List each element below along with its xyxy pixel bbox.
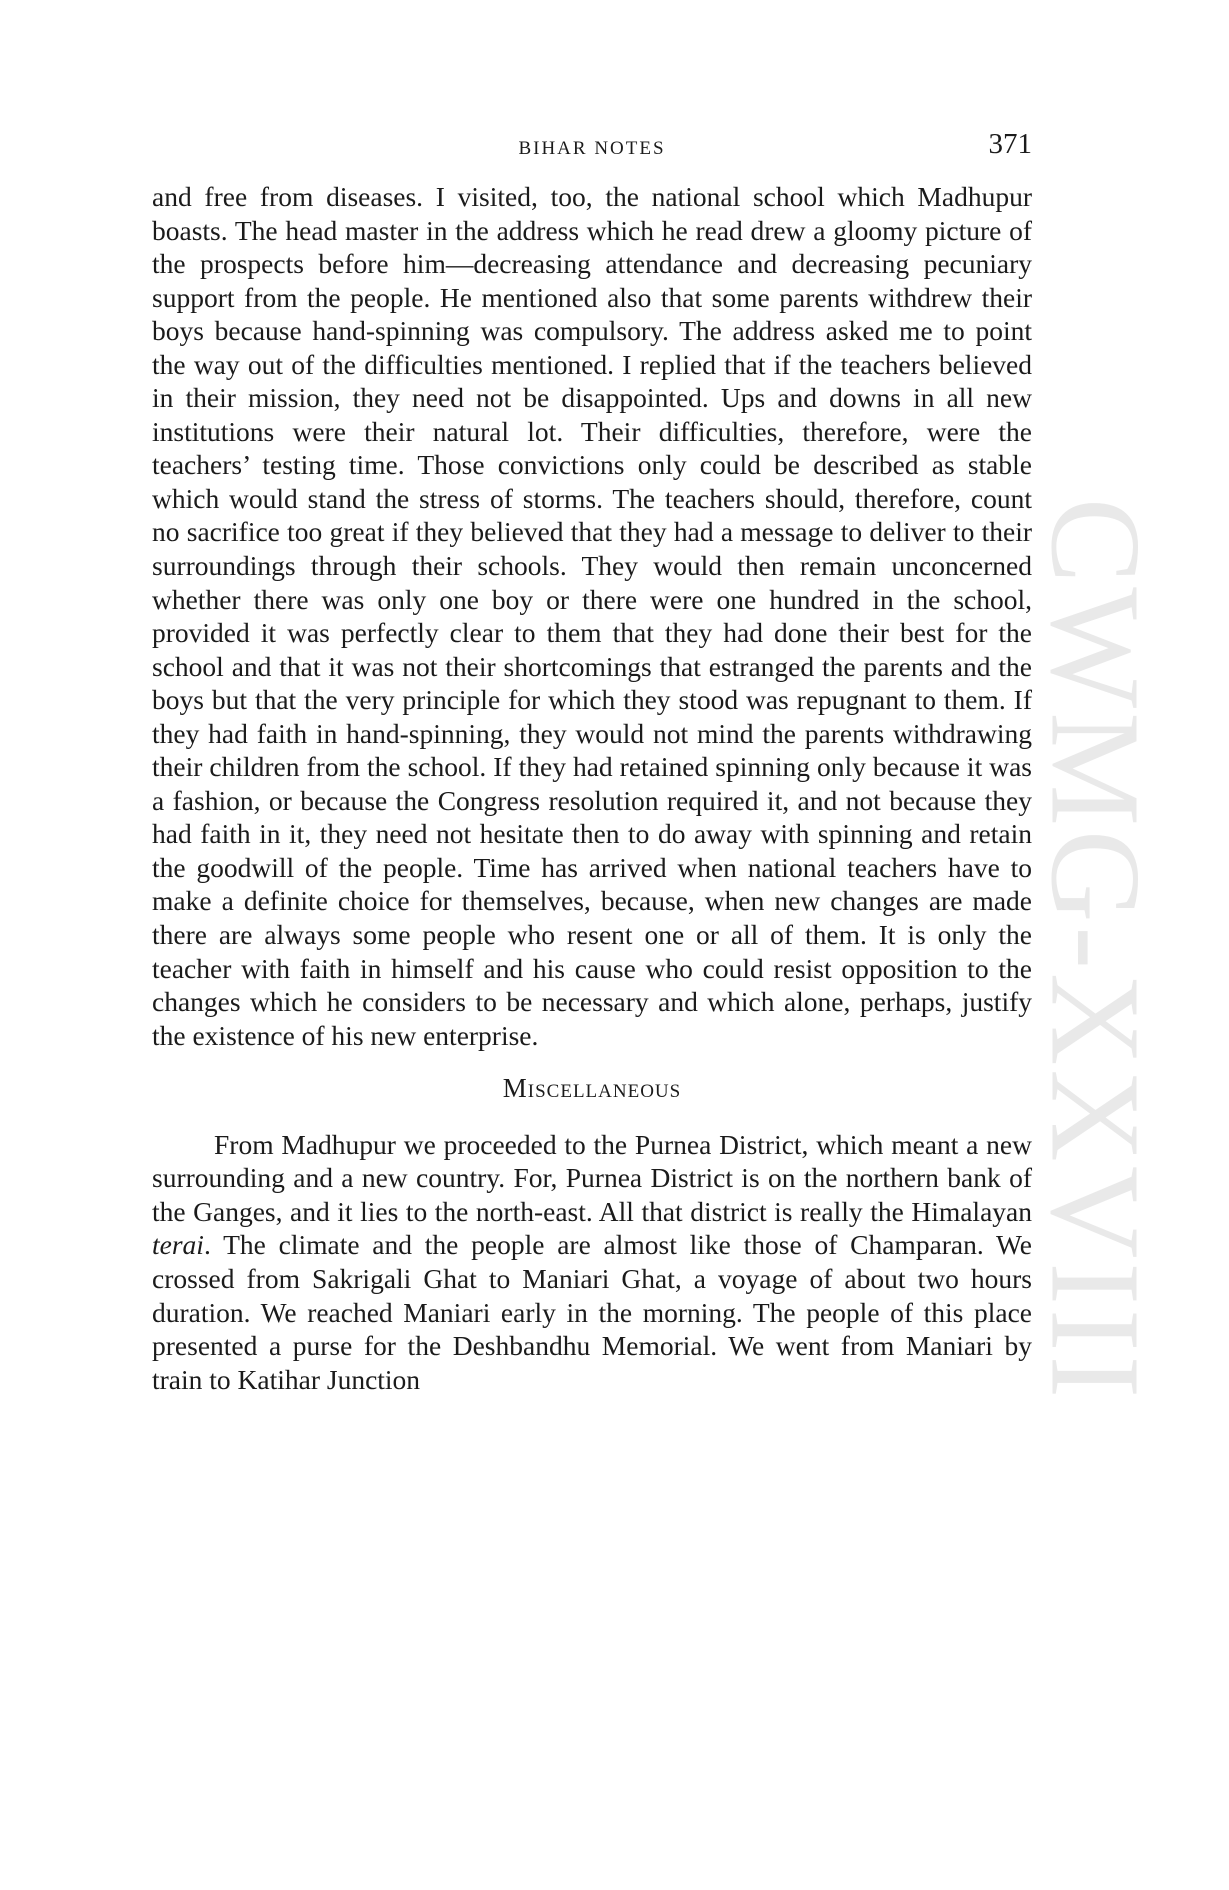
paragraph: and free from diseases. I visited, too, the national school which Madhupur boasts. The head master in the address which he read drew a gloomy picture of the prospects before him—decreasing attendance and decreasing pecuniary support from the people. He mentioned also that some parents withdrew their boys because hand-spinning was compulsory. The address asked me to point the way out of the difficulties mentioned. I replied that if the teachers believed in their mission, they need not be disappointed. Ups and downs in all new institutions were their natural lot. Their difficulties, therefore, were the teachers’ testing time. Those convictions only could be described as stable which would stand the stress of storms. The teachers should, therefore, count no sacrifice too great if they believed that they had a message to deliver to their surroundings through their schools. They would then remain unconcerned whether there was only one boy or there were one hundred in the school, provided it was perfectly clear to them that they had done their best for the school and that it was not their shortcomings that estranged the parents and the boys but that the very principle for which they stood was repugnant to them. If they had faith in hand-spinning, they would not mind the parents withdrawing their children from the school. If they had retained spinning only because it was a fashion, or because the Congress resolution required it, and not because they had faith in it, they need not hesitate then to do away with spinning and retain the goodwill of the people. Time has arrived when national teachers have to make a definite choice for themselves, because, when new changes are made there are always some people who resent one or all of them. It is only the teacher with faith in himself and his cause who could resist opposition to the changes which he considers to be necessary and which alone, perhaps, justify the existence of his new enterprise. <box>152 181 1032 1051</box>
section-heading: Miscellaneous <box>502 1073 682 1104</box>
paragraph <box>152 1128 1032 1396</box>
watermark-text: CWMG-XXVIII <box>1024 497 1167 1403</box>
watermark <box>1024 400 1167 1500</box>
paragraph-text: . The climate and the people are almost like those of Champaran. We crossed from Sakrigali Ghat to Maniari Ghat, a voyage of about two hours duration. We reached Maniari early in the morning. The people of this place presented a purse for the Deshbandhu Memorial. We went from Maniari by train to Katihar Junction <box>152 1229 1032 1395</box>
paragraph-text: From Madhupur we proceeded to the Purnea District, which meant a new surrounding and a new country. For, Purnea District is on the northern bank of the Ganges, and it lies to the north-east. All that district is really the Himalayan <box>152 1128 1032 1227</box>
running-head: BIHAR NOTES <box>518 138 666 159</box>
body-text <box>152 180 1032 1396</box>
italic-term: terai <box>152 1229 204 1261</box>
page-number: 371 <box>988 128 1032 160</box>
page-header <box>152 126 1032 166</box>
